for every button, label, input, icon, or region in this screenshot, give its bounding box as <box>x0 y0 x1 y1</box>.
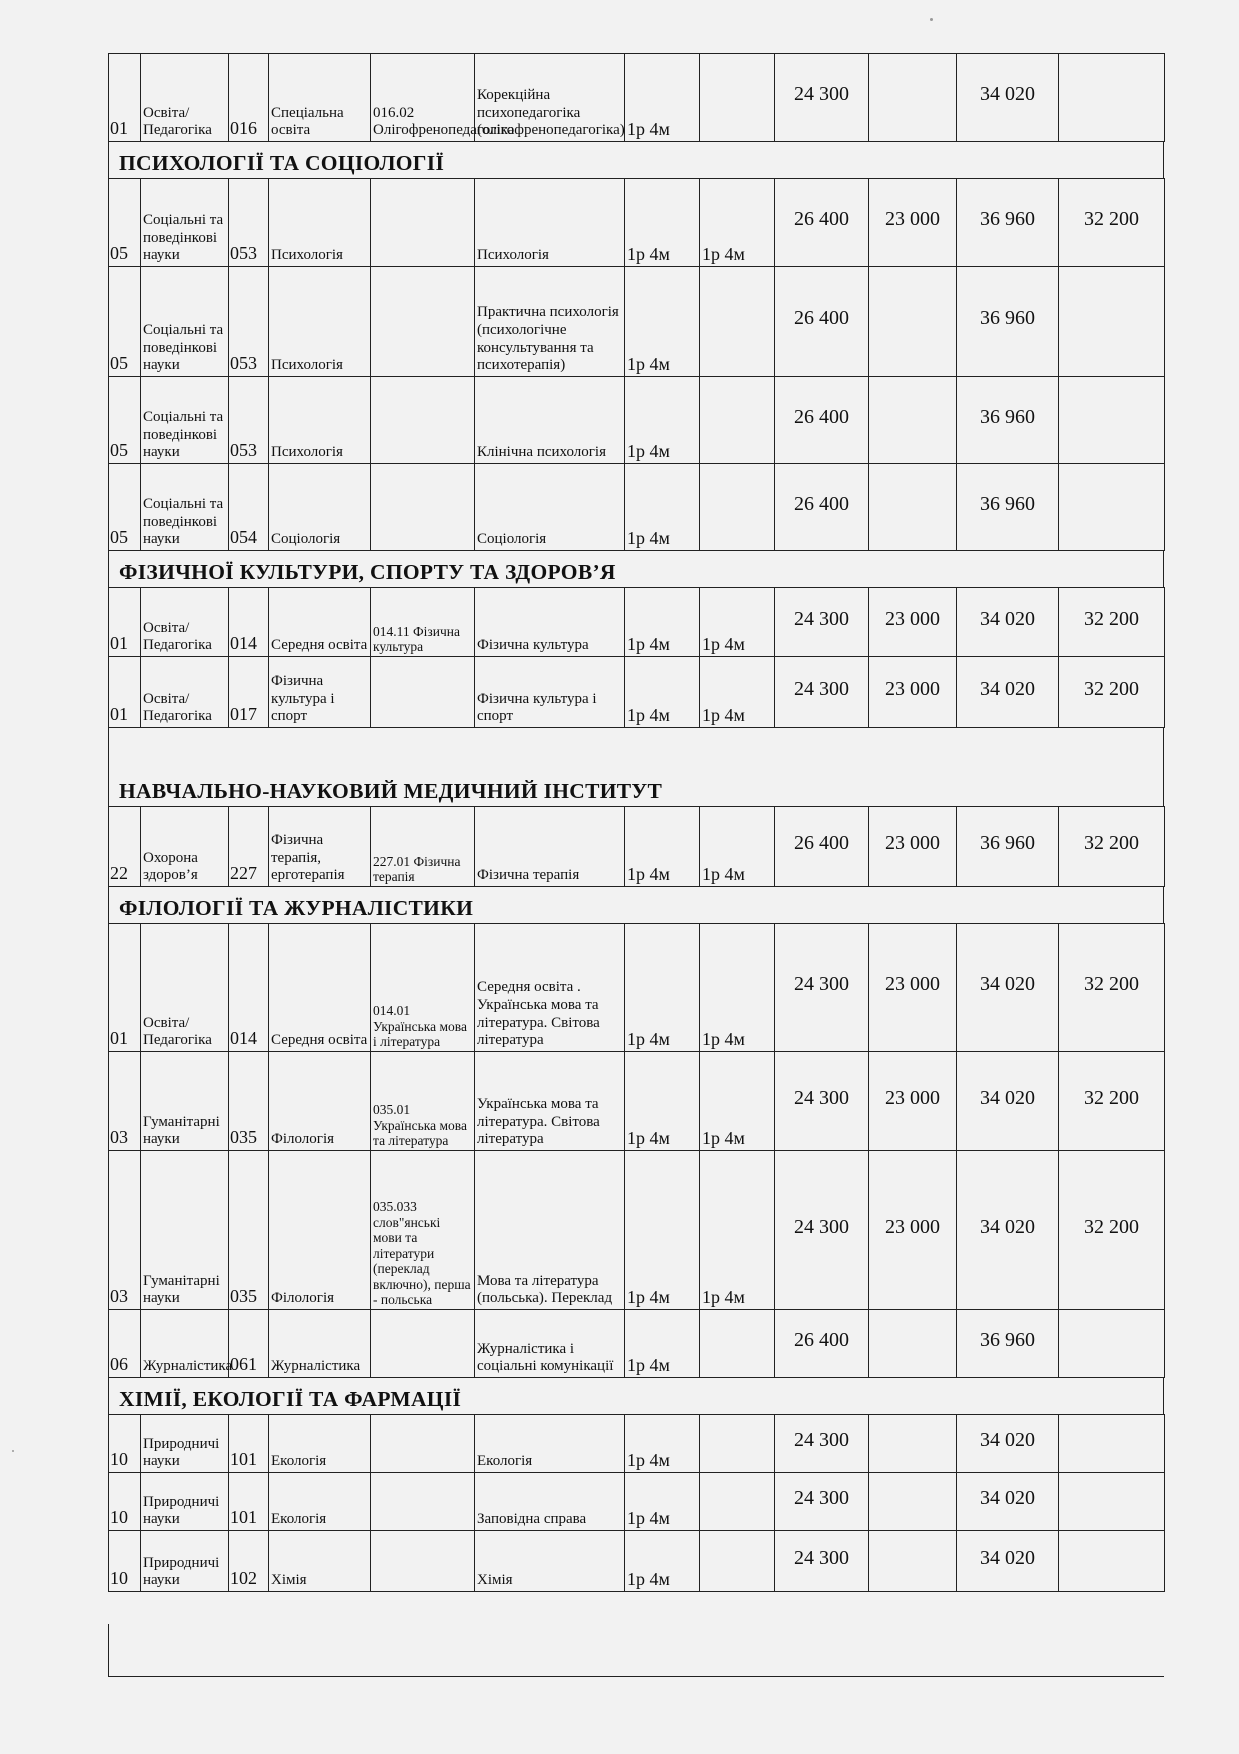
field-of-knowledge: Гуманітарні науки <box>141 1052 229 1151</box>
faculty-heading <box>108 770 1164 806</box>
price-full-time-year: 26 400 <box>775 1310 869 1378</box>
price-part-time-year <box>869 1415 957 1473</box>
price-full-time-total: 34 020 <box>957 588 1059 657</box>
price-part-time-total <box>1059 54 1165 142</box>
faculty-heading-text: НАВЧАЛЬНО-НАУКОВИЙ МЕДИЧНИЙ ІНСТИТУТ <box>119 779 663 803</box>
price-full-time-total: 34 020 <box>957 1531 1059 1592</box>
field-of-knowledge: Природничі науки <box>141 1415 229 1473</box>
price-part-time-year: 23 000 <box>869 657 957 728</box>
term-part-time <box>700 1415 775 1473</box>
price-full-time-total: 34 020 <box>957 1415 1059 1473</box>
term-part-time: 1р 4м <box>700 807 775 887</box>
field-code: 10 <box>109 1531 141 1592</box>
price-full-time-year: 26 400 <box>775 267 869 377</box>
educational-program: Фізична культура і спорт <box>475 657 625 728</box>
educational-program: Українська мова та література. Світова література <box>475 1052 625 1151</box>
faculty-heading <box>108 142 1164 178</box>
faculty-heading-text: ПСИХОЛОГІЇ ТА СОЦІОЛОГІЇ <box>119 151 445 175</box>
price-full-time-year: 24 300 <box>775 1531 869 1592</box>
price-part-time-year: 23 000 <box>869 588 957 657</box>
specialty-name: Фізична терапія, ерготерапія <box>269 807 371 887</box>
specialization: 014.01 Українська мова і література <box>371 924 475 1052</box>
term-part-time <box>700 464 775 551</box>
field-code: 10 <box>109 1473 141 1531</box>
program-table <box>108 178 1165 551</box>
price-full-time-total: 34 020 <box>957 1052 1059 1151</box>
field-of-knowledge: Соціальні та поведінкові науки <box>141 377 229 464</box>
field-code: 06 <box>109 1310 141 1378</box>
price-part-time-total: 32 200 <box>1059 924 1165 1052</box>
educational-program: Фізична культура <box>475 588 625 657</box>
price-full-time-year: 24 300 <box>775 1473 869 1531</box>
price-part-time-total <box>1059 464 1165 551</box>
term-full-time: 1р 4м <box>625 179 700 267</box>
term-part-time: 1р 4м <box>700 1151 775 1310</box>
field-of-knowledge: Освіта/ Педагогіка <box>141 588 229 657</box>
price-part-time-year: 23 000 <box>869 1052 957 1151</box>
specialization <box>371 179 475 267</box>
price-part-time-year: 23 000 <box>869 1151 957 1310</box>
table-row <box>109 1473 1165 1531</box>
price-full-time-total: 34 020 <box>957 1151 1059 1310</box>
table-row <box>109 807 1165 887</box>
faculty-heading <box>108 1378 1164 1414</box>
specialty-code: 227 <box>229 807 269 887</box>
faculty-heading <box>108 887 1164 923</box>
specialty-code: 053 <box>229 377 269 464</box>
term-part-time: 1р 4м <box>700 588 775 657</box>
field-code: 03 <box>109 1151 141 1310</box>
field-code: 22 <box>109 807 141 887</box>
table-row <box>109 1052 1165 1151</box>
price-part-time-total <box>1059 1531 1165 1592</box>
specialization <box>371 1531 475 1592</box>
term-full-time: 1р 4м <box>625 1310 700 1378</box>
specialty-code: 014 <box>229 588 269 657</box>
table-row <box>109 657 1165 728</box>
educational-program: Корекційна психопедагогіка (олігофренопедагогіка) <box>475 54 625 142</box>
price-part-time-year <box>869 54 957 142</box>
field-code: 01 <box>109 588 141 657</box>
term-part-time: 1р 4м <box>700 1052 775 1151</box>
term-part-time <box>700 1310 775 1378</box>
table-bottom-rule <box>108 1676 1164 1677</box>
price-part-time-total: 32 200 <box>1059 1052 1165 1151</box>
price-full-time-total: 34 020 <box>957 1473 1059 1531</box>
faculty-heading-text: ФІЗИЧНОЇ КУЛЬТУРИ, СПОРТУ ТА ЗДОРОВ’Я <box>119 560 616 584</box>
educational-program: Екологія <box>475 1415 625 1473</box>
price-part-time-year <box>869 267 957 377</box>
table-row <box>109 588 1165 657</box>
price-part-time-total: 32 200 <box>1059 588 1165 657</box>
specialty-name: Спеціальна освіта <box>269 54 371 142</box>
term-part-time: 1р 4м <box>700 924 775 1052</box>
specialization: 035.033 слов"янські мови та літератури (переклад включно), перша - польська <box>371 1151 475 1310</box>
educational-program: Журналістика і соціальні комунікації <box>475 1310 625 1378</box>
price-part-time-total: 32 200 <box>1059 179 1165 267</box>
field-of-knowledge: Охорона здоров’я <box>141 807 229 887</box>
term-full-time: 1р 4м <box>625 377 700 464</box>
price-full-time-total: 34 020 <box>957 54 1059 142</box>
price-full-time-year: 24 300 <box>775 657 869 728</box>
field-of-knowledge: Освіта/ Педагогіка <box>141 54 229 142</box>
term-part-time: 1р 4м <box>700 179 775 267</box>
price-part-time-year <box>869 377 957 464</box>
specialty-name: Філологія <box>269 1052 371 1151</box>
specialization: 014.11 Фізична культура <box>371 588 475 657</box>
price-full-time-year: 26 400 <box>775 464 869 551</box>
specialty-name: Журналістика <box>269 1310 371 1378</box>
specialty-code: 101 <box>229 1415 269 1473</box>
field-of-knowledge: Соціальні та поведінкові науки <box>141 464 229 551</box>
price-full-time-year: 26 400 <box>775 179 869 267</box>
table-left-border <box>108 1624 109 1676</box>
price-part-time-year: 23 000 <box>869 924 957 1052</box>
specialty-code: 035 <box>229 1052 269 1151</box>
price-part-time-year <box>869 1531 957 1592</box>
field-of-knowledge: Освіта/ Педагогіка <box>141 657 229 728</box>
price-table-page <box>108 53 1164 1592</box>
specialty-name: Психологія <box>269 377 371 464</box>
term-full-time: 1р 4м <box>625 657 700 728</box>
price-full-time-total: 36 960 <box>957 807 1059 887</box>
program-table <box>108 923 1165 1378</box>
price-part-time-year: 23 000 <box>869 179 957 267</box>
field-code: 05 <box>109 464 141 551</box>
term-part-time <box>700 377 775 464</box>
price-part-time-total: 32 200 <box>1059 807 1165 887</box>
price-full-time-year: 26 400 <box>775 807 869 887</box>
term-full-time: 1р 4м <box>625 807 700 887</box>
price-part-time-total <box>1059 377 1165 464</box>
table-row <box>109 464 1165 551</box>
specialty-name: Екологія <box>269 1415 371 1473</box>
specialty-code: 061 <box>229 1310 269 1378</box>
price-full-time-total: 36 960 <box>957 267 1059 377</box>
field-of-knowledge: Освіта/ Педагогіка <box>141 924 229 1052</box>
educational-program: Психологія <box>475 179 625 267</box>
price-full-time-year: 24 300 <box>775 54 869 142</box>
field-code: 01 <box>109 924 141 1052</box>
specialty-name: Соціологія <box>269 464 371 551</box>
educational-program: Заповідна справа <box>475 1473 625 1531</box>
specialty-code: 017 <box>229 657 269 728</box>
table-row <box>109 1151 1165 1310</box>
field-code: 05 <box>109 179 141 267</box>
scan-speck <box>930 18 933 21</box>
term-part-time <box>700 267 775 377</box>
term-full-time: 1р 4м <box>625 924 700 1052</box>
specialization <box>371 464 475 551</box>
price-part-time-total: 32 200 <box>1059 1151 1165 1310</box>
price-full-time-total: 34 020 <box>957 657 1059 728</box>
faculty-heading <box>108 551 1164 587</box>
term-full-time: 1р 4м <box>625 1151 700 1310</box>
price-part-time-year <box>869 464 957 551</box>
price-part-time-total: 32 200 <box>1059 657 1165 728</box>
price-full-time-year: 24 300 <box>775 1415 869 1473</box>
price-full-time-year: 24 300 <box>775 1151 869 1310</box>
table-row <box>109 1310 1165 1378</box>
field-of-knowledge: Соціальні та поведінкові науки <box>141 179 229 267</box>
table-row <box>109 1531 1165 1592</box>
specialization <box>371 657 475 728</box>
term-full-time: 1р 4м <box>625 588 700 657</box>
specialty-code: 101 <box>229 1473 269 1531</box>
program-table <box>108 806 1165 887</box>
table-row <box>109 54 1165 142</box>
price-full-time-year: 24 300 <box>775 1052 869 1151</box>
specialty-name: Психологія <box>269 179 371 267</box>
price-full-time-year: 26 400 <box>775 377 869 464</box>
term-full-time: 1р 4м <box>625 267 700 377</box>
price-part-time-year <box>869 1310 957 1378</box>
table-row <box>109 1415 1165 1473</box>
program-table <box>108 1414 1165 1592</box>
term-part-time <box>700 1473 775 1531</box>
specialty-name: Психологія <box>269 267 371 377</box>
price-part-time-total <box>1059 267 1165 377</box>
table-row <box>109 267 1165 377</box>
field-of-knowledge: Природничі науки <box>141 1473 229 1531</box>
field-of-knowledge: Соціальні та поведінкові науки <box>141 267 229 377</box>
specialty-name: Хімія <box>269 1531 371 1592</box>
specialty-code: 053 <box>229 267 269 377</box>
specialization: 016.02 Олігофренопедагогіка <box>371 54 475 142</box>
table-row <box>109 377 1165 464</box>
educational-program: Мова та література (польська). Переклад <box>475 1151 625 1310</box>
specialty-name: Середня освіта <box>269 924 371 1052</box>
price-part-time-total <box>1059 1310 1165 1378</box>
field-code: 10 <box>109 1415 141 1473</box>
program-table <box>108 587 1165 728</box>
specialization <box>371 1310 475 1378</box>
specialty-code: 014 <box>229 924 269 1052</box>
specialty-code: 102 <box>229 1531 269 1592</box>
price-full-time-total: 36 960 <box>957 179 1059 267</box>
term-part-time <box>700 1531 775 1592</box>
term-full-time: 1р 4м <box>625 54 700 142</box>
specialty-code: 035 <box>229 1151 269 1310</box>
specialization: 227.01 Фізична терапія <box>371 807 475 887</box>
price-full-time-total: 36 960 <box>957 464 1059 551</box>
price-full-time-total: 36 960 <box>957 1310 1059 1378</box>
term-full-time: 1р 4м <box>625 464 700 551</box>
term-full-time: 1р 4м <box>625 1531 700 1592</box>
specialty-name: Екологія <box>269 1473 371 1531</box>
price-part-time-total <box>1059 1473 1165 1531</box>
faculty-heading-text: ХІМІЇ, ЕКОЛОГІЇ ТА ФАРМАЦІЇ <box>119 1387 462 1411</box>
specialization <box>371 377 475 464</box>
field-code: 05 <box>109 267 141 377</box>
term-full-time: 1р 4м <box>625 1473 700 1531</box>
field-code: 05 <box>109 377 141 464</box>
specialization: 035.01 Українська мова та література <box>371 1052 475 1151</box>
specialty-name: Філологія <box>269 1151 371 1310</box>
field-code: 03 <box>109 1052 141 1151</box>
specialization <box>371 1415 475 1473</box>
educational-program: Практична психологія (психологічне консультування та психотерапія) <box>475 267 625 377</box>
field-of-knowledge: Природничі науки <box>141 1531 229 1592</box>
section-spacer <box>108 728 1164 770</box>
term-full-time: 1р 4м <box>625 1052 700 1151</box>
scan-speck <box>12 1450 14 1452</box>
faculty-heading-text: ФІЛОЛОГІЇ ТА ЖУРНАЛІСТИКИ <box>119 896 474 920</box>
table-row <box>109 179 1165 267</box>
price-part-time-year: 23 000 <box>869 807 957 887</box>
educational-program: Фізична терапія <box>475 807 625 887</box>
educational-program: Середня освіта . Українська мова та література. Світова література <box>475 924 625 1052</box>
price-full-time-total: 36 960 <box>957 377 1059 464</box>
term-full-time: 1р 4м <box>625 1415 700 1473</box>
price-part-time-total <box>1059 1415 1165 1473</box>
table-row <box>109 924 1165 1052</box>
specialty-code: 053 <box>229 179 269 267</box>
specialization <box>371 267 475 377</box>
term-part-time: 1р 4м <box>700 657 775 728</box>
specialization <box>371 1473 475 1531</box>
field-of-knowledge: Гуманітарні науки <box>141 1151 229 1310</box>
term-part-time <box>700 54 775 142</box>
educational-program: Клінічна психологія <box>475 377 625 464</box>
specialty-name: Фізична культура і спорт <box>269 657 371 728</box>
specialty-name: Середня освіта <box>269 588 371 657</box>
educational-program: Соціологія <box>475 464 625 551</box>
field-of-knowledge: Журналістика <box>141 1310 229 1378</box>
price-full-time-year: 24 300 <box>775 588 869 657</box>
educational-program: Хімія <box>475 1531 625 1592</box>
price-full-time-total: 34 020 <box>957 924 1059 1052</box>
field-code: 01 <box>109 657 141 728</box>
price-part-time-year <box>869 1473 957 1531</box>
field-code: 01 <box>109 54 141 142</box>
price-full-time-year: 24 300 <box>775 924 869 1052</box>
specialty-code: 016 <box>229 54 269 142</box>
specialty-code: 054 <box>229 464 269 551</box>
program-table <box>108 53 1165 142</box>
